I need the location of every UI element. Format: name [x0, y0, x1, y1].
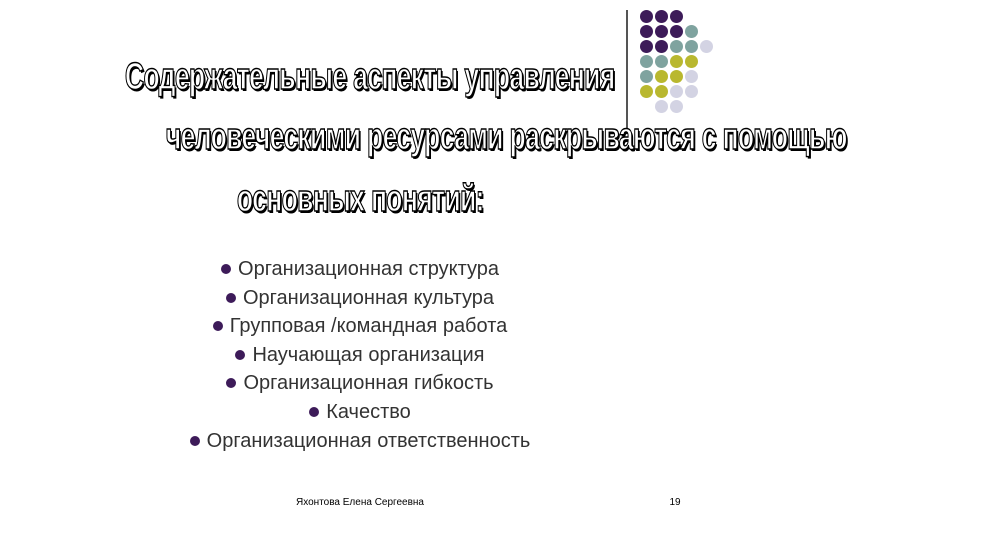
bullet-icon [309, 407, 319, 417]
list-item: Организационная ответственность [0, 429, 720, 453]
bullet-icon [190, 436, 200, 446]
bullet-icon [226, 378, 236, 388]
dot [655, 40, 668, 53]
list-item: Организационная культура [0, 286, 720, 310]
dot [670, 100, 683, 113]
bullet-icon [221, 264, 231, 274]
dot [640, 25, 653, 38]
dot [685, 40, 698, 53]
list-item: Организационная структура [0, 257, 720, 281]
dot [640, 40, 653, 53]
list-item: Качество [0, 400, 720, 424]
bullet-icon [226, 293, 236, 303]
list-item: Организационная гибкость [0, 371, 720, 395]
dot [655, 100, 668, 113]
slide-title-line-2: человеческими ресурсами раскрываются с помощью [165, 116, 847, 158]
dot [655, 25, 668, 38]
page-number: 19 [669, 497, 681, 508]
dot [640, 10, 653, 23]
footer-author: Яхонтова Елена Сергеевна [296, 497, 424, 508]
bullet-icon [235, 350, 245, 360]
list-item: Групповая /командная работа [0, 314, 720, 338]
slide-title-line-1: Содержательные аспекты управления [124, 56, 615, 98]
dot [700, 40, 713, 53]
dot [655, 10, 668, 23]
slide-title-line-3: основных понятий: [236, 178, 484, 220]
dot [670, 25, 683, 38]
dot [685, 25, 698, 38]
bullet-icon [213, 321, 223, 331]
dot [670, 10, 683, 23]
dot [670, 40, 683, 53]
list-item: Научающая организация [0, 343, 720, 367]
